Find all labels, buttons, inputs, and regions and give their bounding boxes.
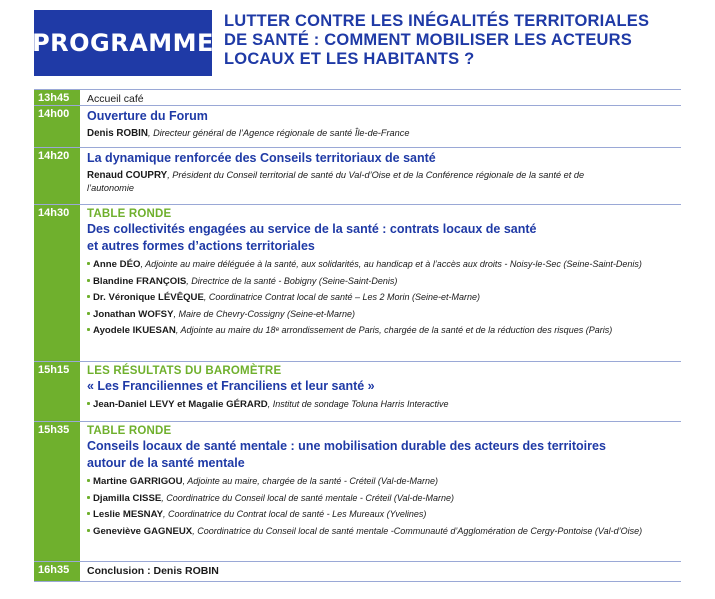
session-content [80,90,681,105]
list-item [87,525,681,539]
schedule-row [34,422,681,562]
schedule-row [34,362,681,422]
speaker-name: Renaud COUPRY [87,170,168,181]
session-label: LES RÉSULTATS DU BAROMÈTRE [87,365,282,377]
page-title [224,12,684,69]
session-content [80,562,681,581]
speaker-list [87,398,681,412]
list-item [87,398,681,412]
speaker-name: Denis ROBIN [87,128,148,139]
speaker-name: Geneviève GAGNEUX [93,525,193,537]
list-item [87,324,681,338]
session-title: Des collectivités engagées au service de la santé : contrats locaux de santé [87,222,537,236]
session-title: Ouverture du Forum [87,109,208,123]
session-content [80,148,681,204]
schedule-row [34,106,681,148]
time-slot: 14h00 [34,106,80,147]
session-text: Accueil café [87,93,144,105]
session-title: et autres formes d’actions territoriales [87,239,315,253]
speaker-list [87,258,681,338]
session-content [80,205,681,361]
session-content [80,422,681,561]
speaker-name: Blandine FRANÇOIS [93,275,187,287]
speaker-name: Jean-Daniel LEVY et Magalie GÉRARD [93,399,268,410]
title-line: DE SANTÉ : COMMENT MOBILISER LES ACTEURS [224,31,632,49]
list-item [87,291,681,305]
speaker-name: Anne DÉO [93,259,141,270]
schedule-row [34,148,681,205]
session-content [80,106,681,147]
speaker-name: Dr. Véronique LÉVÊQUE [93,292,204,303]
speaker-role: , Coordinatrice du Contrat local de santé - Les Mureaux (Yvelines) [163,509,427,519]
list-item [87,492,681,506]
session-text: Conclusion : Denis ROBIN [87,565,219,577]
programme-table [34,89,681,582]
speaker-role: , Coordinatrice Contrat local de santé – Les 2 Morin (Seine-et-Marne) [203,292,481,302]
speaker-name: Martine GARRIGOU [93,476,183,487]
session-content [80,362,681,421]
speaker-role: , Directeur général de l’Agence régionale de santé Île-de-France [147,128,410,138]
session-title: Conseils locaux de santé mentale : une mobilisation durable des acteurs des territoires [87,439,606,453]
speaker-role: , Coordinatrice du Conseil local de santé mentale -Communauté d’Agglomération de Cergy-Pontoise (Val-d’Oise) [192,525,643,536]
speaker-role: , Institut de sondage Toluna Harris Interactive [267,399,449,409]
title-line: LOCAUX ET LES HABITANTS ? [224,50,475,68]
speaker-role: , Adjointe au maire déléguée à la santé, aux solidarités, au handicap et à l’accès aux droits - Noisy-le-Sec (Seine-Saint-Denis) [140,259,642,269]
time-slot: 15h35 [34,422,80,561]
speaker-role: , Maire de Chevry-Cossigny (Seine-et-Marne) [173,308,356,319]
speaker-role: , Adjointe au maire, chargée de la santé - Créteil (Val-de-Marne) [182,476,439,486]
time-slot: 14h30 [34,205,80,361]
schedule-row [34,89,681,106]
list-item [87,508,681,522]
session-title: « Les Franciliennes et Franciliens et leur santé » [87,379,375,393]
speaker-role: , Président du Conseil territorial de santé du Val-d’Oise et de la Conférence régionale de la santé et de l’autonomie [87,170,585,193]
list-item [87,258,681,272]
time-slot: 15h15 [34,362,80,421]
list-item [87,475,681,489]
speaker [87,169,587,195]
speaker-role: , Directrice de la santé - Bobigny (Seine-Saint-Denis) [186,275,398,286]
time-slot: 13h45 [34,90,80,105]
list-item [87,308,681,322]
programme-badge: PROGRAMME [34,10,212,76]
schedule-row [34,205,681,362]
session-label: TABLE RONDE [87,208,172,220]
speaker-name: Jonathan WOFSY [93,308,174,320]
time-slot: 16h35 [34,562,80,581]
speaker-name: Leslie MESNAY [93,509,164,520]
time-slot: 14h20 [34,148,80,204]
speaker-name: Djamilla CISSE [93,492,162,504]
header [0,0,715,90]
session-title: La dynamique renforcée des Conseils territoriaux de santé [87,151,436,165]
session-label: TABLE RONDE [87,425,172,437]
speaker-name: Ayodele IKUESAN [93,325,176,336]
list-item [87,275,681,289]
speaker-role: , Adjointe au maire du 18ᵉ arrondissement de Paris, chargée de la santé et de la réduction des risques (Paris) [175,325,613,335]
speaker-role: , Coordinatrice du Conseil local de santé mentale - Créteil (Val-de-Marne) [161,492,455,503]
speaker [87,127,681,140]
title-line: LUTTER CONTRE LES INÉGALITÉS TERRITORIALES [224,12,650,30]
speaker-list [87,475,681,538]
schedule-row [34,562,681,582]
session-title: autour de la santé mentale [87,456,245,470]
